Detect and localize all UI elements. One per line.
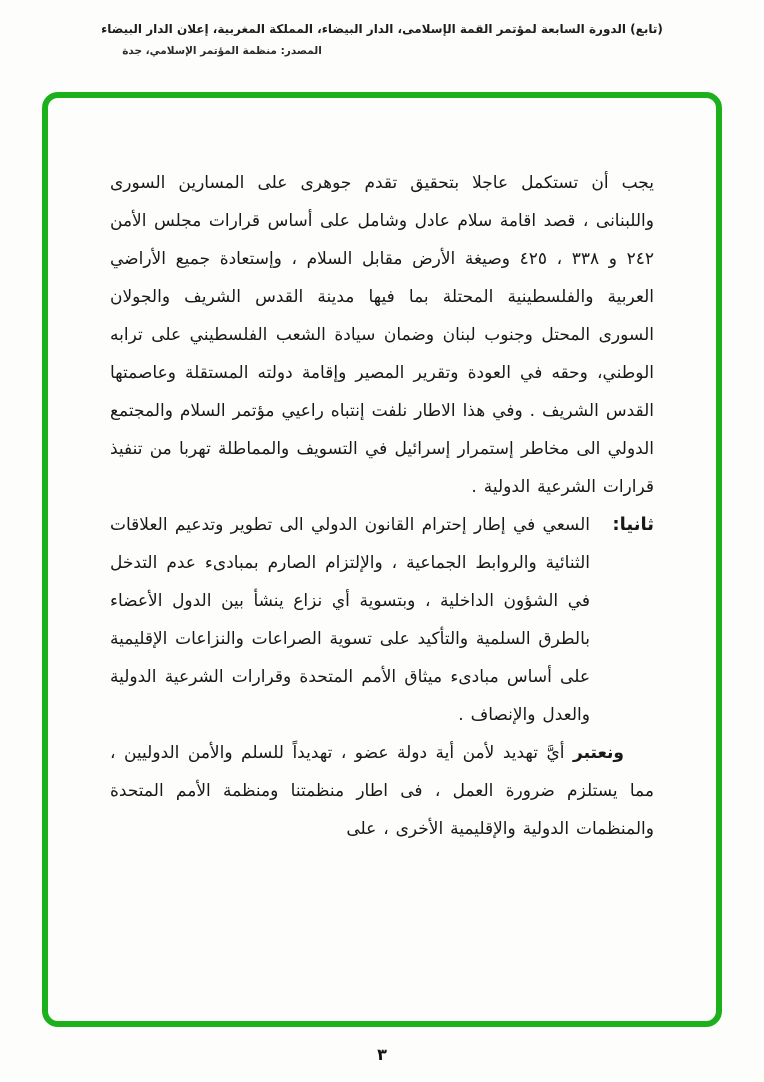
document-body <box>48 98 716 848</box>
page-number: ٣ <box>377 1045 387 1064</box>
section-second <box>110 506 654 734</box>
paragraph-3-lead: ونعتبر <box>573 743 624 763</box>
paragraph-3 <box>110 734 654 848</box>
header-source: المصدر: منظمة المؤتمر الإسلامي، جدة <box>122 45 322 57</box>
paragraph-1: يجب أن تستكمل عاجلا بتحقيق تقدم جوهرى على المسارين السورى واللبنانى ، قصد اقامة سلام عادل وشامل على أساس قرارات مجلس الأمن ٢٤٢ و ٣٣٨ ، ٤٢٥ وصيغة الأرض مقابل السلام ، وإستعادة جميع الأراضي العربية والفلسطينية المحتلة بما فيها مدينة القدس الشريف والجولان السورى المحتل وجنوب لبنان وضمان سيادة الشعب الفلسطيني على ترابه الوطني، وحقه في العودة وتقرير المصير وإقامة دولته المستقلة وعاصمتها القدس الشريف . وفي هذا الاطار نلفت إنتباه راعيي مؤتمر السلام والمجتمع الدولي الى مخاطر إستمرار إسرائيل في التسويف والمماطلة تهربا من تنفيذ قرارات الشرعية الدولية . <box>110 173 654 497</box>
document-frame <box>42 92 722 1027</box>
header-title: (تابع) الدورة السابعة لمؤتمر القمة الإسلامى، الدار البيضاء، المملكة المغربية، إعلان الدار البيضاء <box>101 22 663 36</box>
section-second-label: ثانيا: <box>612 514 654 535</box>
page-header <box>0 22 764 57</box>
paragraph-3-rest: أيَّ تهديد لأمن أية دولة عضو ، تهديداً للسلم والأمن الدوليين ، مما يستلزم ضرورة العمل ، فى اطار منظمتنا ومنظمة الأمم المتحدة والمنظمات الدولية والإقليمية الأخرى ، على <box>110 743 654 839</box>
section-second-text: السعي في إطار إحترام القانون الدولي الى تطوير وتدعيم العلاقات الثنائية والروابط الجماعية ، والإلتزام الصارم بمبادىء عدم التدخل في الشؤون الداخلية ، وبتسوية أي نزاع ينشأ بين الدول الأعضاء بالطرق السلمية والتأكيد على تسوية الصراعات والنزاعات الإقليمية على أساس مبادىء ميثاق الأمم المتحدة وقرارات الشرعية الدولية والعدل والإنصاف . <box>110 515 590 725</box>
